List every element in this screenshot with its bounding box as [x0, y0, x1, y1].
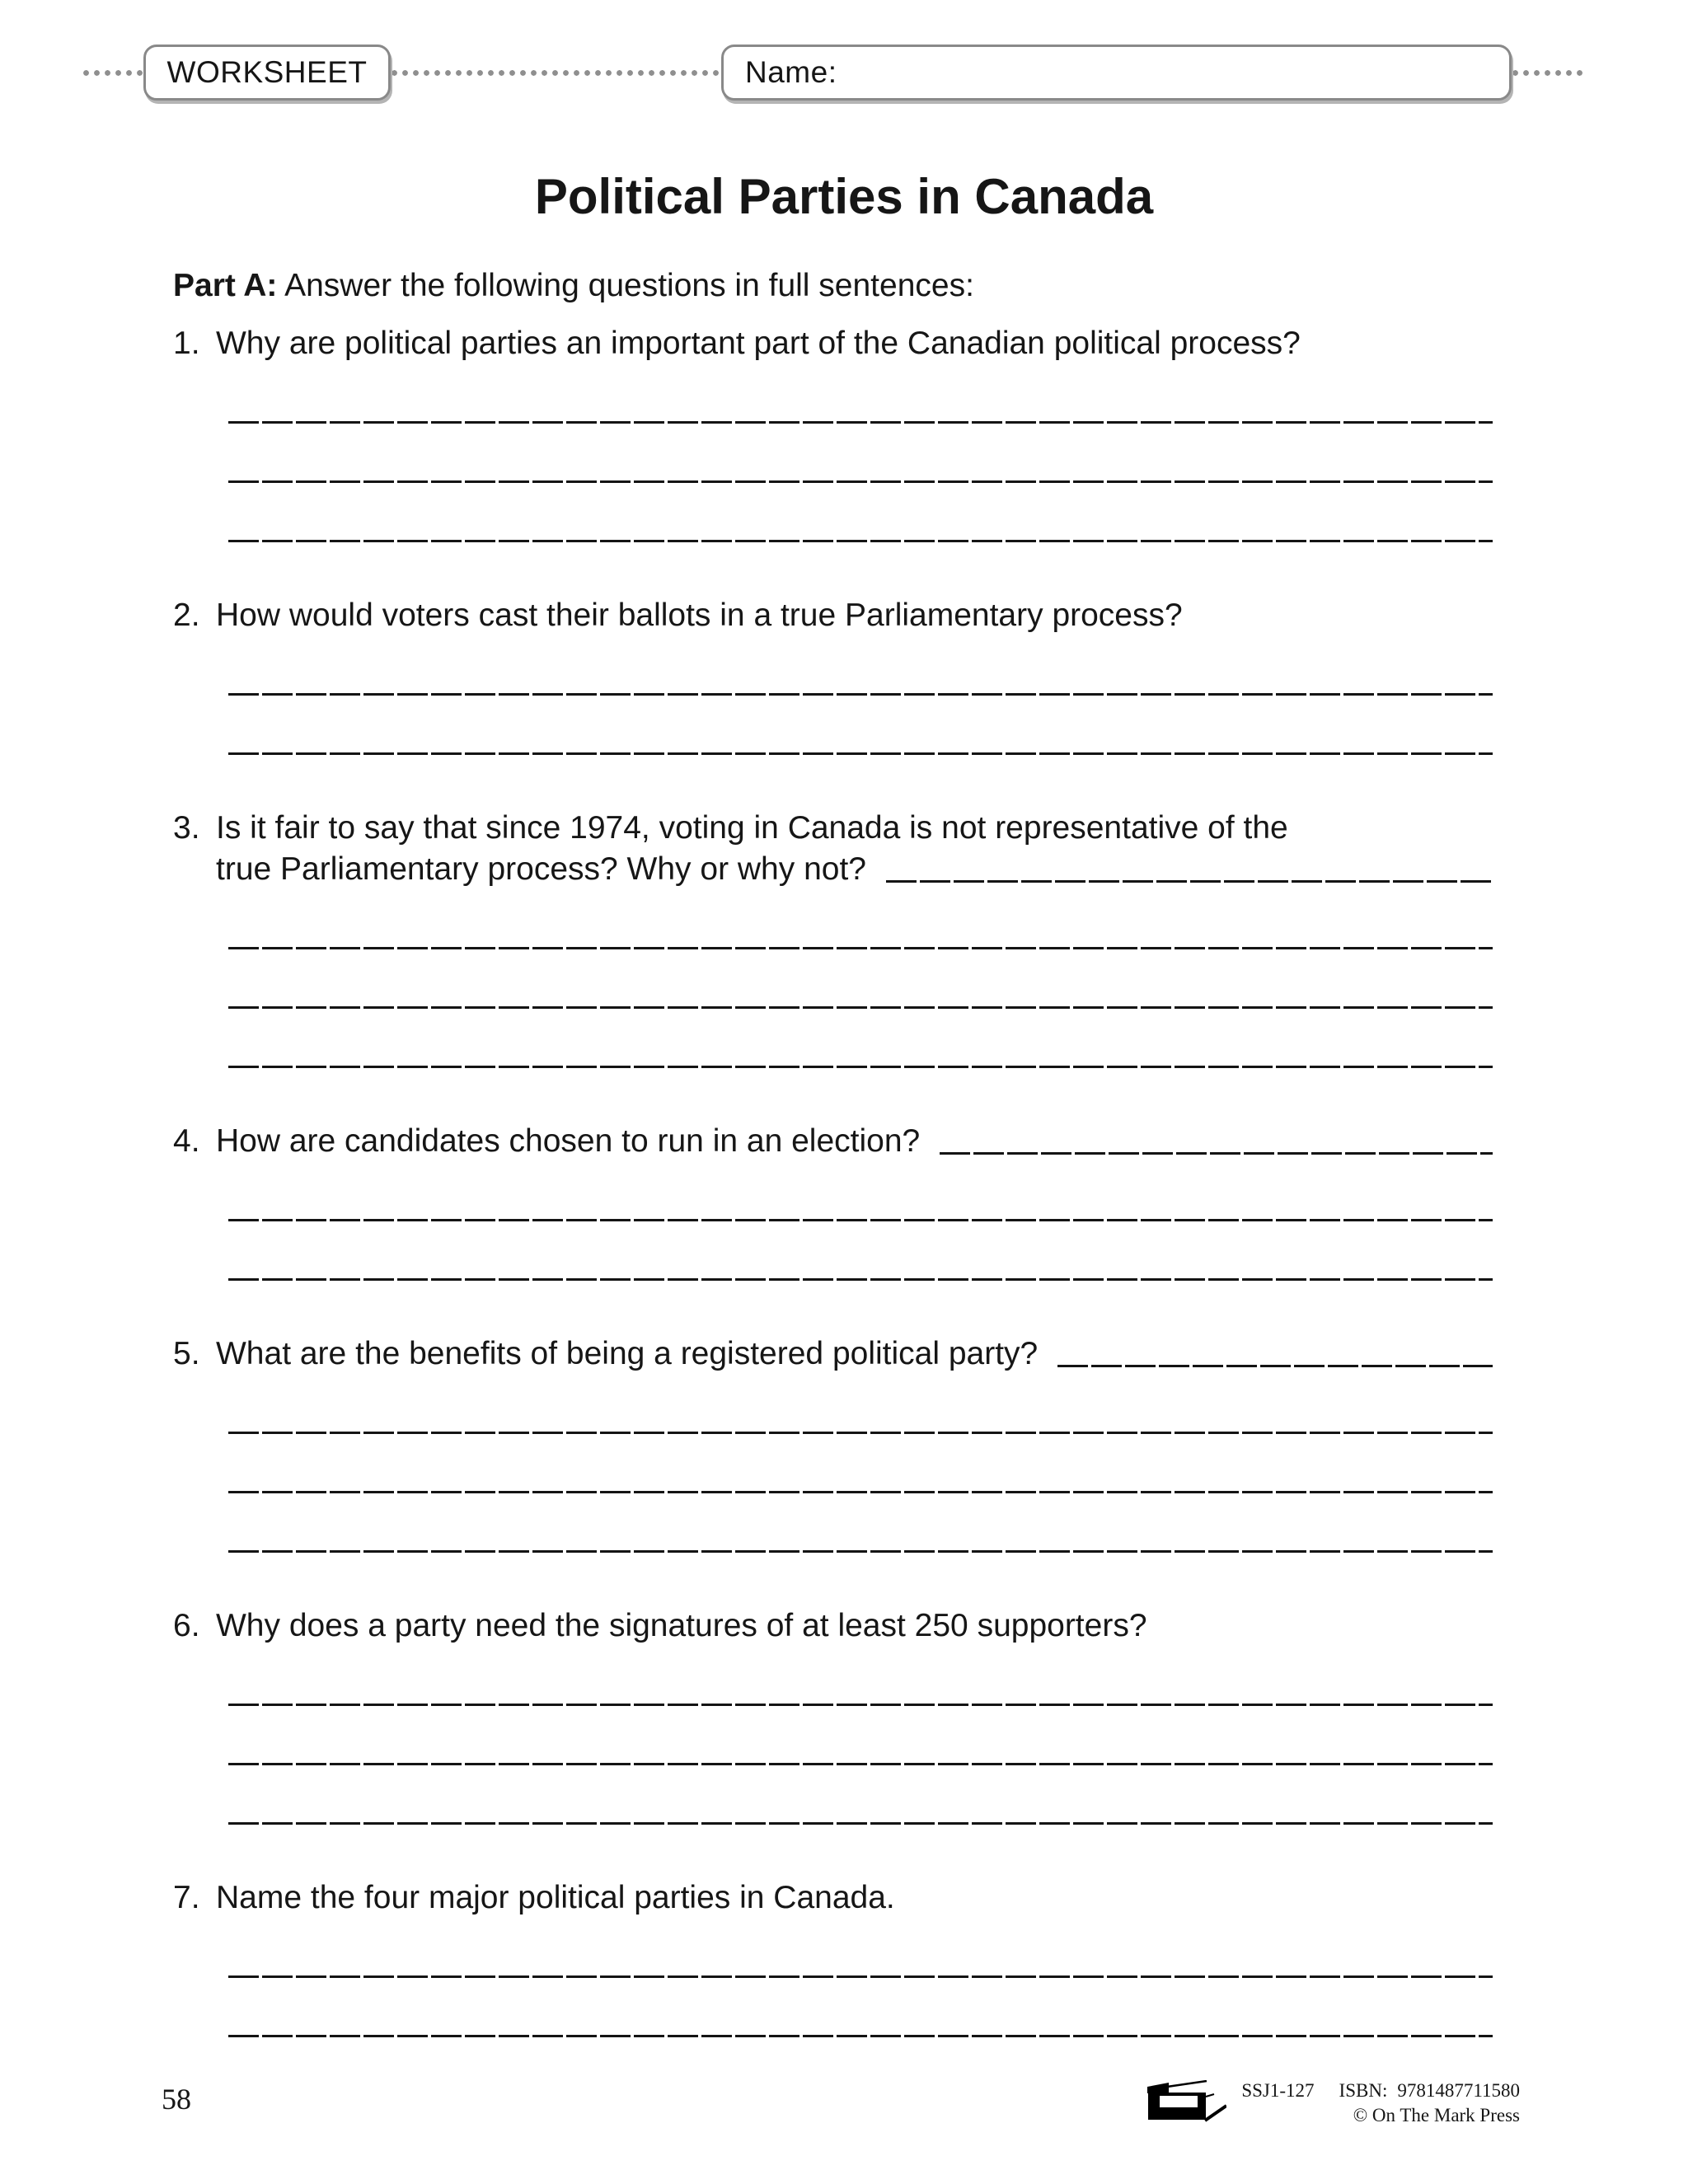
answer-line[interactable] [228, 949, 1493, 1009]
copyright-line: © On The Mark Press [1353, 2105, 1520, 2125]
question-row [173, 1877, 1493, 1919]
question-list [0, 323, 1688, 2037]
question-text-line: Why are political parties an important part of the Canadian political process? [216, 326, 1301, 361]
question-item [0, 1605, 1688, 1825]
answer-lines [228, 1162, 1493, 1281]
question-text [216, 808, 1493, 890]
answer-line[interactable] [228, 636, 1493, 696]
question-text [216, 1121, 1493, 1162]
answer-lines [228, 890, 1493, 1068]
answer-line[interactable] [228, 1009, 1493, 1068]
question-text-line: How would voters cast their ballots in a true Parliamentary process? [216, 598, 1183, 633]
answer-line[interactable] [228, 1375, 1493, 1434]
question-text-line: Why does a party need the signatures of at least 250 supporters? [216, 1608, 1147, 1643]
question-text [216, 1877, 1493, 1919]
question-number: 6. [173, 1608, 200, 1643]
answer-line[interactable] [228, 1706, 1493, 1765]
question-text-line: Is it fair to say that since 1974, voting in Canada is not representative of the [216, 810, 1288, 846]
question-row [173, 323, 1493, 364]
question-item [0, 1333, 1688, 1553]
worksheet-badge-label: WORKSHEET [166, 55, 368, 89]
question-text-line: true Parliamentary process? Why or why not? [216, 849, 1493, 890]
question-number: 7. [173, 1880, 200, 1915]
question-item [0, 323, 1688, 542]
part-a-instructions [173, 265, 1493, 307]
answer-line[interactable] [228, 1647, 1493, 1706]
page-number: 58 [162, 2083, 191, 2116]
question-number: 1. [173, 326, 200, 361]
question-number: 4. [173, 1123, 200, 1159]
question-item [0, 1121, 1688, 1281]
answer-lines [228, 1919, 1493, 2037]
answer-line[interactable] [228, 364, 1493, 424]
question-text-line: What are the benefits of being a registered political party? [216, 1333, 1493, 1375]
isbn-label: ISBN: [1339, 2080, 1388, 2101]
question-text-line: Name the four major political parties in Canada. [216, 1880, 895, 1915]
question-number: 5. [173, 1336, 200, 1371]
name-label: Name: [745, 55, 837, 89]
answer-line[interactable] [228, 483, 1493, 542]
inline-answer-blank[interactable] [1057, 1365, 1493, 1367]
question-text [216, 1333, 1493, 1375]
answer-line[interactable] [228, 424, 1493, 483]
answer-lines [228, 1647, 1493, 1825]
question-row [173, 1333, 1493, 1375]
product-code: SSJ1-127 [1241, 2080, 1315, 2101]
question-item [0, 808, 1688, 1068]
answer-lines [228, 636, 1493, 755]
answer-lines [228, 364, 1493, 542]
answer-line[interactable] [228, 1919, 1493, 1978]
question-row [173, 595, 1493, 636]
printing-press-icon [1144, 2080, 1226, 2135]
question-text [216, 323, 1493, 364]
answer-line[interactable] [228, 1434, 1493, 1493]
answer-line[interactable] [228, 1978, 1493, 2037]
page-title: Political Parties in Canada [534, 169, 1154, 224]
question-number: 2. [173, 598, 200, 633]
answer-lines [228, 1375, 1493, 1553]
answer-line[interactable] [228, 1221, 1493, 1281]
question-row [173, 1605, 1493, 1647]
inline-answer-blank[interactable] [940, 1152, 1493, 1155]
answer-line[interactable] [228, 890, 1493, 949]
answer-line[interactable] [228, 1765, 1493, 1825]
answer-line[interactable] [228, 696, 1493, 755]
publisher-info-line1 [1241, 2079, 1520, 2103]
question-item [0, 595, 1688, 755]
question-row [173, 808, 1493, 890]
isbn-number: 9781487711580 [1397, 2080, 1520, 2101]
question-text [216, 1605, 1493, 1647]
inline-answer-blank[interactable] [886, 880, 1493, 883]
part-a-label: Part A: [173, 268, 278, 303]
question-text [216, 595, 1493, 636]
answer-line[interactable] [228, 1493, 1493, 1553]
question-item [0, 1877, 1688, 2037]
publisher-info [1241, 2079, 1520, 2128]
answer-line[interactable] [228, 1162, 1493, 1221]
part-a-text: Answer the following questions in full sentences: [284, 268, 974, 303]
question-number: 3. [173, 810, 200, 846]
question-row [173, 1121, 1493, 1162]
question-text-line: How are candidates chosen to run in an election? [216, 1121, 1493, 1162]
